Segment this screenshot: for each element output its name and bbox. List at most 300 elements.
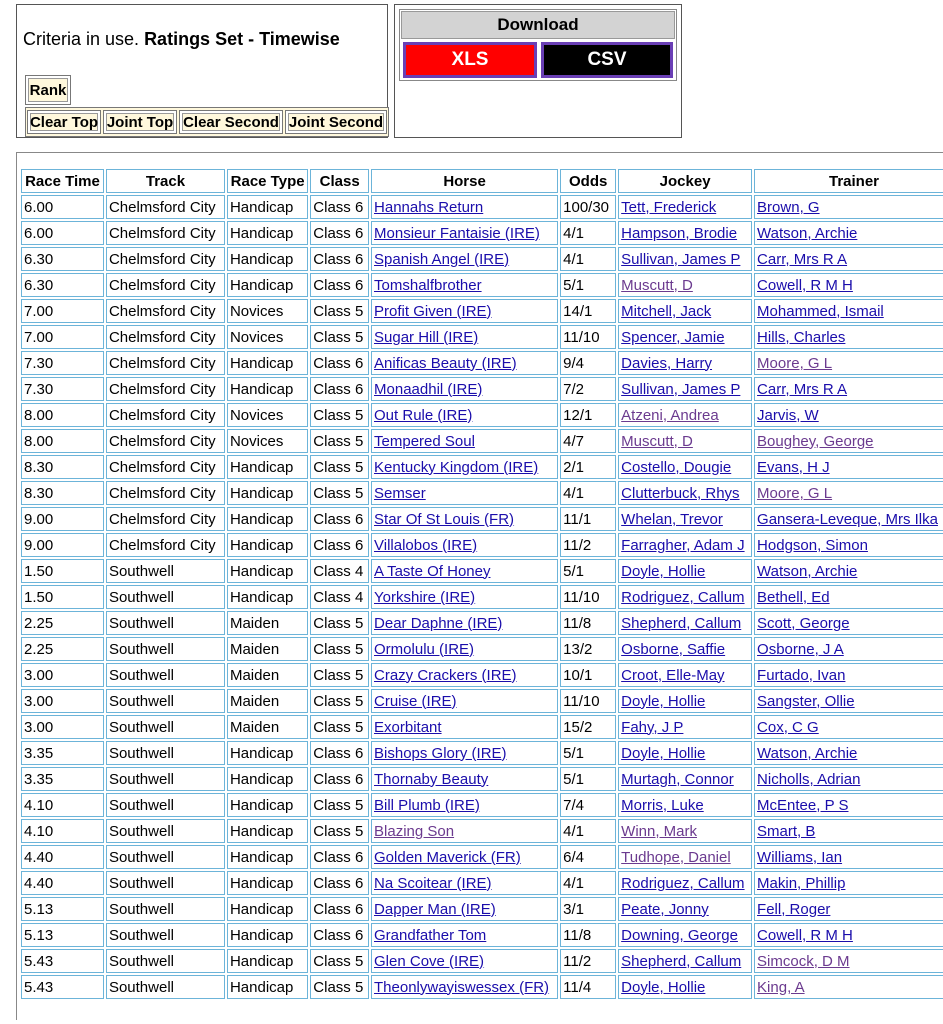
jockey-cell — [618, 819, 752, 843]
table-row — [21, 299, 943, 323]
trainer-link[interactable]: Cowell, R M H — [757, 926, 853, 944]
race-type-cell: Handicap — [227, 793, 308, 817]
race-time-cell: 6.30 — [21, 273, 104, 297]
table-row — [21, 533, 943, 557]
horse-link[interactable]: A Taste Of Honey — [374, 562, 491, 580]
jockey-link[interactable]: Atzeni, Andrea — [621, 406, 719, 424]
trainer-link[interactable]: Evans, H J — [757, 458, 830, 476]
race-time-cell: 8.00 — [21, 403, 104, 427]
track-cell: Chelmsford City — [106, 403, 225, 427]
trainer-cell — [754, 611, 943, 635]
track-cell: Chelmsford City — [106, 377, 225, 401]
jockey-link[interactable]: Muscutt, D — [621, 276, 693, 294]
joint-top-button[interactable]: Joint Top — [103, 110, 177, 134]
trainer-link[interactable]: Hills, Charles — [757, 328, 846, 346]
class-cell: Class 6 — [310, 351, 369, 375]
horse-cell — [371, 429, 558, 453]
class-cell: Class 6 — [310, 377, 369, 401]
header-race-time[interactable]: Race Time — [21, 169, 104, 193]
odds-cell: 4/1 — [560, 481, 616, 505]
race-time-cell: 4.40 — [21, 845, 104, 869]
rank-button[interactable]: Rank — [25, 75, 71, 105]
race-time-cell: 6.00 — [21, 195, 104, 219]
jockey-cell — [618, 221, 752, 245]
horse-cell — [371, 481, 558, 505]
horse-cell — [371, 221, 558, 245]
trainer-link[interactable]: Hodgson, Simon — [757, 536, 868, 554]
header-horse[interactable]: Horse — [371, 169, 558, 193]
jockey-link[interactable]: Doyle, Hollie — [621, 978, 706, 996]
race-time-cell: 7.30 — [21, 377, 104, 401]
jockey-link[interactable]: Rodriguez, Callum — [621, 874, 745, 892]
odds-cell: 15/2 — [560, 715, 616, 739]
track-cell: Chelmsford City — [106, 351, 225, 375]
horse-cell — [371, 403, 558, 427]
header-race-type[interactable]: Race Type — [227, 169, 308, 193]
table-row — [21, 221, 943, 245]
class-cell: Class 5 — [310, 715, 369, 739]
table-row — [21, 975, 943, 999]
trainer-cell — [754, 481, 943, 505]
horse-link[interactable]: Tempered Soul — [374, 432, 475, 450]
trainer-cell — [754, 741, 943, 765]
trainer-cell — [754, 533, 943, 557]
jockey-link[interactable]: Croot, Elle-May — [621, 666, 725, 684]
horse-link[interactable]: Profit Given (IRE) — [374, 302, 492, 320]
race-type-cell: Maiden — [227, 715, 308, 739]
odds-cell: 13/2 — [560, 637, 616, 661]
jockey-link[interactable]: Hampson, Brodie — [621, 224, 738, 242]
jockey-cell — [618, 273, 752, 297]
trainer-link[interactable]: Fell, Roger — [757, 900, 831, 918]
jockey-link[interactable]: Fahy, J P — [621, 718, 684, 736]
trainer-link[interactable]: Carr, Mrs R A — [757, 250, 848, 268]
horse-link[interactable]: Golden Maverick (FR) — [374, 848, 521, 866]
race-time-cell: 8.30 — [21, 481, 104, 505]
trainer-cell — [754, 221, 943, 245]
horse-cell — [371, 351, 558, 375]
trainer-cell — [754, 325, 943, 349]
trainer-link[interactable]: Moore, G L — [757, 354, 833, 372]
table-row — [21, 767, 943, 791]
class-cell: Class 5 — [310, 637, 369, 661]
jockey-link[interactable]: Doyle, Hollie — [621, 562, 706, 580]
jockey-link[interactable]: Downing, George — [621, 926, 738, 944]
clear-top-button[interactable]: Clear Top — [27, 110, 101, 134]
track-cell: Southwell — [106, 715, 225, 739]
csv-download-button[interactable]: CSV — [541, 42, 673, 78]
track-cell: Southwell — [106, 845, 225, 869]
race-time-cell: 3.00 — [21, 715, 104, 739]
track-cell: Southwell — [106, 793, 225, 817]
clear-second-button[interactable]: Clear Second — [179, 110, 283, 134]
race-time-cell: 7.00 — [21, 325, 104, 349]
trainer-cell — [754, 429, 943, 453]
track-cell: Chelmsford City — [106, 429, 225, 453]
class-cell: Class 5 — [310, 325, 369, 349]
horse-link[interactable]: Theonlywayiswessex (FR) — [374, 978, 550, 996]
jockey-cell — [618, 663, 752, 687]
race-type-cell: Handicap — [227, 845, 308, 869]
race-time-cell: 7.30 — [21, 351, 104, 375]
horse-link[interactable]: Kentucky Kingdom (IRE) — [374, 458, 539, 476]
horse-link[interactable]: Grandfather Tom — [374, 926, 487, 944]
track-cell: Chelmsford City — [106, 221, 225, 245]
race-type-cell: Novices — [227, 325, 308, 349]
odds-cell: 5/1 — [560, 767, 616, 791]
class-cell: Class 5 — [310, 429, 369, 453]
trainer-cell — [754, 897, 943, 921]
header-track[interactable]: Track — [106, 169, 225, 193]
horse-link[interactable]: Exorbitant — [374, 718, 442, 736]
race-time-cell: 4.10 — [21, 819, 104, 843]
jockey-link[interactable]: Farragher, Adam J — [621, 536, 745, 554]
jockey-link[interactable]: Tudhope, Daniel — [621, 848, 731, 866]
results-table — [19, 167, 943, 1001]
horse-link[interactable]: Yorkshire (IRE) — [374, 588, 476, 606]
table-row — [21, 793, 943, 817]
jockey-link[interactable]: Tett, Frederick — [621, 198, 717, 216]
class-cell: Class 5 — [310, 793, 369, 817]
class-cell: Class 5 — [310, 481, 369, 505]
jockey-link[interactable]: Murtagh, Connor — [621, 770, 734, 788]
race-type-cell: Novices — [227, 429, 308, 453]
criteria-text — [23, 29, 340, 50]
trainer-link[interactable]: Smart, B — [757, 822, 816, 840]
class-cell: Class 6 — [310, 533, 369, 557]
track-cell: Chelmsford City — [106, 455, 225, 479]
jockey-cell — [618, 793, 752, 817]
race-time-cell: 8.00 — [21, 429, 104, 453]
race-time-cell: 5.43 — [21, 949, 104, 973]
jockey-cell — [618, 455, 752, 479]
table-row — [21, 871, 943, 895]
horse-cell — [371, 975, 558, 999]
trainer-cell — [754, 793, 943, 817]
race-time-cell: 6.30 — [21, 247, 104, 271]
table-row — [21, 741, 943, 765]
jockey-cell — [618, 403, 752, 427]
jockey-link[interactable]: Shepherd, Callum — [621, 952, 742, 970]
track-cell: Chelmsford City — [106, 533, 225, 557]
jockey-link[interactable]: Clutterbuck, Rhys — [621, 484, 740, 502]
odds-cell: 4/1 — [560, 247, 616, 271]
race-time-cell: 8.30 — [21, 455, 104, 479]
odds-cell: 2/1 — [560, 455, 616, 479]
race-time-cell: 3.35 — [21, 741, 104, 765]
track-cell: Southwell — [106, 663, 225, 687]
jockey-link[interactable]: Winn, Mark — [621, 822, 698, 840]
horse-cell — [371, 871, 558, 895]
jockey-cell — [618, 377, 752, 401]
trainer-cell — [754, 949, 943, 973]
track-cell: Southwell — [106, 559, 225, 583]
track-cell: Southwell — [106, 637, 225, 661]
horse-link[interactable]: Crazy Crackers (IRE) — [374, 666, 517, 684]
jockey-link[interactable]: Muscutt, D — [621, 432, 693, 450]
jockey-link[interactable]: Sullivan, James P — [621, 380, 741, 398]
trainer-link[interactable]: Nicholls, Adrian — [757, 770, 861, 788]
horse-link[interactable]: Sugar Hill (IRE) — [374, 328, 479, 346]
class-cell: Class 5 — [310, 819, 369, 843]
trainer-link[interactable]: Gansera-Leveque, Mrs Ilka — [757, 510, 938, 528]
trainer-link[interactable]: Cox, C G — [757, 718, 819, 736]
jockey-cell — [618, 845, 752, 869]
odds-cell: 4/1 — [560, 221, 616, 245]
jockey-cell — [618, 195, 752, 219]
horse-cell — [371, 533, 558, 557]
table-row — [21, 247, 943, 271]
horse-link[interactable]: Out Rule (IRE) — [374, 406, 473, 424]
horse-cell — [371, 507, 558, 531]
criteria-value: Ratings Set - Timewise — [144, 29, 340, 49]
horse-link[interactable]: Spanish Angel (IRE) — [374, 250, 510, 268]
jockey-link[interactable]: Shepherd, Callum — [621, 614, 742, 632]
table-row — [21, 507, 943, 531]
horse-link[interactable]: Hannahs Return — [374, 198, 484, 216]
trainer-cell — [754, 403, 943, 427]
class-cell: Class 6 — [310, 845, 369, 869]
class-cell: Class 4 — [310, 585, 369, 609]
jockey-link[interactable]: Morris, Luke — [621, 796, 704, 814]
jockey-link[interactable]: Sullivan, James P — [621, 250, 741, 268]
horse-link[interactable]: Tomshalfbrother — [374, 276, 482, 294]
odds-cell: 11/10 — [560, 325, 616, 349]
table-row — [21, 819, 943, 843]
horse-cell — [371, 715, 558, 739]
race-type-cell: Handicap — [227, 923, 308, 947]
jockey-cell — [618, 741, 752, 765]
horse-link[interactable]: Star Of St Louis (FR) — [374, 510, 515, 528]
horse-cell — [371, 689, 558, 713]
jockey-link[interactable]: Spencer, Jamie — [621, 328, 725, 346]
odds-cell: 7/4 — [560, 793, 616, 817]
odds-cell: 11/10 — [560, 585, 616, 609]
trainer-link[interactable]: Watson, Archie — [757, 744, 858, 762]
trainer-cell — [754, 715, 943, 739]
criteria-panel — [16, 4, 388, 138]
trainer-link[interactable]: Boughey, George — [757, 432, 874, 450]
trainer-cell — [754, 559, 943, 583]
jockey-cell — [618, 949, 752, 973]
odds-cell: 12/1 — [560, 403, 616, 427]
jockey-cell — [618, 507, 752, 531]
horse-link[interactable]: Cruise (IRE) — [374, 692, 457, 710]
trainer-link[interactable]: Simcock, D M — [757, 952, 850, 970]
trainer-link[interactable]: Brown, G — [757, 198, 820, 216]
horse-link[interactable]: Ormolulu (IRE) — [374, 640, 475, 658]
race-time-cell: 2.25 — [21, 637, 104, 661]
results-table-body — [21, 195, 943, 999]
race-time-cell: 2.25 — [21, 611, 104, 635]
race-type-cell: Handicap — [227, 221, 308, 245]
horse-link[interactable]: Bishops Glory (IRE) — [374, 744, 507, 762]
track-cell: Southwell — [106, 819, 225, 843]
odds-cell: 3/1 — [560, 897, 616, 921]
horse-link[interactable]: Glen Cove (IRE) — [374, 952, 485, 970]
odds-cell: 10/1 — [560, 663, 616, 687]
race-type-cell: Handicap — [227, 247, 308, 271]
race-type-cell: Novices — [227, 403, 308, 427]
trainer-link[interactable]: Furtado, Ivan — [757, 666, 846, 684]
download-title: Download — [401, 11, 675, 39]
horse-link[interactable]: Dear Daphne (IRE) — [374, 614, 503, 632]
horse-cell — [371, 377, 558, 401]
trainer-link[interactable]: King, A — [757, 978, 805, 996]
odds-cell: 4/1 — [560, 871, 616, 895]
race-type-cell: Handicap — [227, 273, 308, 297]
trainer-link[interactable]: Scott, George — [757, 614, 850, 632]
trainer-link[interactable]: Williams, Ian — [757, 848, 843, 866]
horse-link[interactable]: Semser — [374, 484, 426, 502]
class-cell: Class 6 — [310, 507, 369, 531]
horse-link[interactable]: Na Scoitear (IRE) — [374, 874, 492, 892]
race-type-cell: Handicap — [227, 507, 308, 531]
trainer-cell — [754, 845, 943, 869]
filter-button-row — [25, 107, 389, 137]
jockey-link[interactable]: Whelan, Trevor — [621, 510, 723, 528]
horse-link[interactable]: Villalobos (IRE) — [374, 536, 478, 554]
table-row — [21, 923, 943, 947]
trainer-link[interactable]: Osborne, J A — [757, 640, 844, 658]
trainer-link[interactable]: Watson, Archie — [757, 562, 858, 580]
jockey-link[interactable]: Davies, Harry — [621, 354, 713, 372]
trainer-cell — [754, 819, 943, 843]
header-class[interactable]: Class — [310, 169, 369, 193]
race-time-cell: 3.35 — [21, 767, 104, 791]
class-cell: Class 6 — [310, 195, 369, 219]
trainer-cell — [754, 637, 943, 661]
race-type-cell: Handicap — [227, 377, 308, 401]
header-jockey[interactable]: Jockey — [618, 169, 752, 193]
track-cell: Chelmsford City — [106, 247, 225, 271]
odds-cell: 11/8 — [560, 923, 616, 947]
horse-link[interactable]: Dapper Man (IRE) — [374, 900, 496, 918]
horse-link[interactable]: Monaadhil (IRE) — [374, 380, 483, 398]
odds-cell: 11/4 — [560, 975, 616, 999]
table-row — [21, 325, 943, 349]
header-trainer[interactable]: Trainer — [754, 169, 943, 193]
trainer-link[interactable]: Sangster, Ollie — [757, 692, 855, 710]
trainer-link[interactable]: Bethell, Ed — [757, 588, 830, 606]
table-row — [21, 377, 943, 401]
horse-link[interactable]: Anificas Beauty (IRE) — [374, 354, 517, 372]
jockey-link[interactable]: Osborne, Saffie — [621, 640, 726, 658]
odds-cell: 5/1 — [560, 741, 616, 765]
horse-link[interactable]: Blazing Son — [374, 822, 455, 840]
trainer-link[interactable]: Jarvis, W — [757, 406, 819, 424]
joint-second-button[interactable]: Joint Second — [285, 110, 387, 134]
trainer-cell — [754, 663, 943, 687]
jockey-link[interactable]: Peate, Jonny — [621, 900, 709, 918]
jockey-cell — [618, 871, 752, 895]
class-cell: Class 4 — [310, 559, 369, 583]
jockey-cell — [618, 325, 752, 349]
horse-cell — [371, 923, 558, 947]
jockey-cell — [618, 429, 752, 453]
table-row — [21, 663, 943, 687]
race-type-cell: Handicap — [227, 949, 308, 973]
race-type-cell: Maiden — [227, 637, 308, 661]
race-type-cell: Handicap — [227, 195, 308, 219]
odds-cell: 9/4 — [560, 351, 616, 375]
table-row — [21, 195, 943, 219]
table-row — [21, 429, 943, 453]
trainer-cell — [754, 377, 943, 401]
horse-cell — [371, 247, 558, 271]
horse-cell — [371, 949, 558, 973]
horse-cell — [371, 897, 558, 921]
trainer-link[interactable]: Makin, Phillip — [757, 874, 846, 892]
jockey-link[interactable]: Rodriguez, Callum — [621, 588, 745, 606]
horse-link[interactable]: Bill Plumb (IRE) — [374, 796, 480, 814]
odds-cell: 11/10 — [560, 689, 616, 713]
jockey-cell — [618, 481, 752, 505]
trainer-link[interactable]: Moore, G L — [757, 484, 833, 502]
track-cell: Southwell — [106, 741, 225, 765]
class-cell: Class 5 — [310, 455, 369, 479]
race-time-cell: 7.00 — [21, 299, 104, 323]
odds-cell: 6/4 — [560, 845, 616, 869]
track-cell: Chelmsford City — [106, 507, 225, 531]
track-cell: Southwell — [106, 611, 225, 635]
trainer-cell — [754, 923, 943, 947]
trainer-link[interactable]: Mohammed, Ismail — [757, 302, 884, 320]
horse-cell — [371, 819, 558, 843]
trainer-link[interactable]: Cowell, R M H — [757, 276, 853, 294]
table-row — [21, 949, 943, 973]
race-type-cell: Handicap — [227, 975, 308, 999]
jockey-link[interactable]: Doyle, Hollie — [621, 692, 706, 710]
horse-cell — [371, 585, 558, 609]
trainer-cell — [754, 273, 943, 297]
trainer-link[interactable]: McEntee, P S — [757, 796, 849, 814]
horse-cell — [371, 455, 558, 479]
race-time-cell: 3.00 — [21, 689, 104, 713]
jockey-link[interactable]: Costello, Dougie — [621, 458, 732, 476]
horse-link[interactable]: Thornaby Beauty — [374, 770, 489, 788]
table-row — [21, 585, 943, 609]
header-odds[interactable]: Odds — [560, 169, 616, 193]
jockey-link[interactable]: Doyle, Hollie — [621, 744, 706, 762]
criteria-prefix: Criteria in use. — [23, 29, 140, 49]
odds-cell: 4/1 — [560, 819, 616, 843]
trainer-link[interactable]: Watson, Archie — [757, 224, 858, 242]
race-time-cell: 3.00 — [21, 663, 104, 687]
trainer-link[interactable]: Carr, Mrs R A — [757, 380, 848, 398]
race-type-cell: Handicap — [227, 559, 308, 583]
horse-link[interactable]: Monsieur Fantaisie (IRE) — [374, 224, 540, 242]
horse-cell — [371, 559, 558, 583]
jockey-link[interactable]: Mitchell, Jack — [621, 302, 712, 320]
jockey-cell — [618, 611, 752, 635]
track-cell: Southwell — [106, 949, 225, 973]
download-box — [399, 9, 677, 81]
track-cell: Southwell — [106, 689, 225, 713]
trainer-cell — [754, 585, 943, 609]
class-cell: Class 5 — [310, 949, 369, 973]
track-cell: Chelmsford City — [106, 273, 225, 297]
table-row — [21, 351, 943, 375]
odds-cell: 11/2 — [560, 949, 616, 973]
horse-cell — [371, 637, 558, 661]
table-row — [21, 455, 943, 479]
xls-download-button[interactable]: XLS — [403, 42, 537, 78]
trainer-cell — [754, 689, 943, 713]
jockey-cell — [618, 247, 752, 271]
track-cell: Southwell — [106, 767, 225, 791]
jockey-cell — [618, 533, 752, 557]
